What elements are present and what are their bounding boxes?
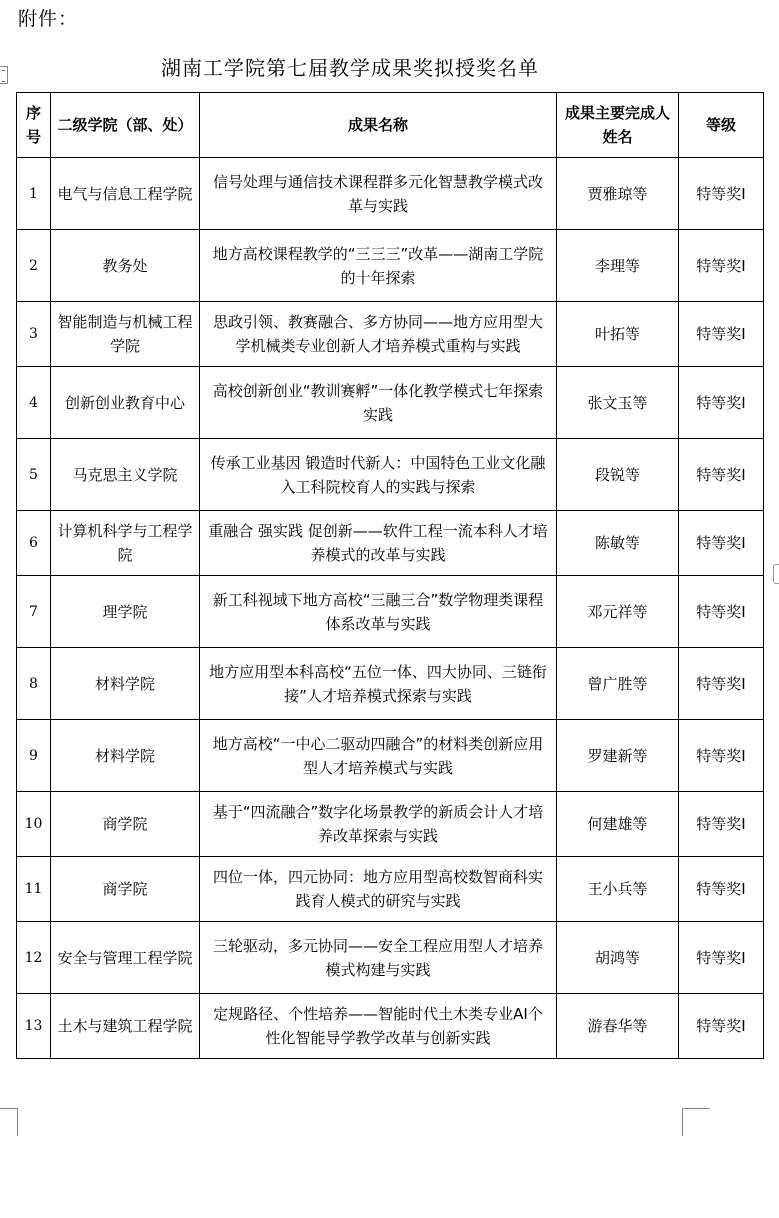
table-row [17, 367, 764, 439]
row-index: 3 [17, 302, 51, 367]
row-index: 12 [17, 922, 51, 994]
page-corner-mark-left [0, 1108, 18, 1136]
document-title: 湖南工学院第七届教学成果奖拟授奖名单 [161, 56, 539, 80]
table-row [17, 230, 764, 302]
row-level: 特等奖Ⅰ [679, 576, 764, 648]
row-person: 王小兵等 [557, 857, 679, 922]
row-person: 何建雄等 [557, 792, 679, 857]
row-level: 特等奖Ⅰ [679, 994, 764, 1059]
row-person: 陈敏等 [557, 511, 679, 576]
row-level: 特等奖Ⅰ [679, 439, 764, 511]
row-college: 材料学院 [51, 720, 200, 792]
row-level: 特等奖Ⅰ [679, 922, 764, 994]
attachment-label: 附件： [18, 8, 79, 30]
row-college: 马克思主义学院 [51, 439, 200, 511]
row-college: 材料学院 [51, 648, 200, 720]
row-level: 特等奖Ⅰ [679, 158, 764, 230]
row-achievement: 定规路径、个性培养——智能时代土木类专业AI个性化智能导学教学改革与创新实践 [200, 994, 557, 1059]
header-college: 二级学院（部、处） [51, 93, 200, 158]
row-person: 叶拓等 [557, 302, 679, 367]
row-college: 计算机科学与工程学院 [51, 511, 200, 576]
row-achievement: 地方高校“一中心二驱动四融合”的材料类创新应用型人才培养模式与实践 [200, 720, 557, 792]
row-index: 7 [17, 576, 51, 648]
row-person: 邓元祥等 [557, 576, 679, 648]
header-achievement: 成果名称 [200, 93, 557, 158]
row-achievement: 信号处理与通信技术课程群多元化智慧教学模式改革与实践 [200, 158, 557, 230]
row-level: 特等奖Ⅰ [679, 302, 764, 367]
row-person: 李理等 [557, 230, 679, 302]
row-index: 2 [17, 230, 51, 302]
table-row [17, 511, 764, 576]
row-college: 电气与信息工程学院 [51, 158, 200, 230]
row-achievement: 基于“四流融合”数字化场景教学的新质会计人才培养改革探索与实践 [200, 792, 557, 857]
row-college: 土木与建筑工程学院 [51, 994, 200, 1059]
row-level: 特等奖Ⅰ [679, 367, 764, 439]
row-college: 教务处 [51, 230, 200, 302]
row-index: 1 [17, 158, 51, 230]
row-level: 特等奖Ⅰ [679, 857, 764, 922]
table-row [17, 994, 764, 1059]
row-index: 10 [17, 792, 51, 857]
row-college: 智能制造与机械工程学院 [51, 302, 200, 367]
row-level: 特等奖Ⅰ [679, 230, 764, 302]
row-person: 罗建新等 [557, 720, 679, 792]
row-level: 特等奖Ⅰ [679, 648, 764, 720]
table-row [17, 439, 764, 511]
row-achievement: 地方应用型本科高校“五位一体、四大协同、三链衔接”人才培养模式探索与实践 [200, 648, 557, 720]
row-achievement: 四位一体，四元协同：地方应用型高校数智商科实践育人模式的研究与实践 [200, 857, 557, 922]
row-person: 张文玉等 [557, 367, 679, 439]
page-corner-mark-right [682, 1108, 710, 1136]
row-level: 特等奖Ⅰ [679, 792, 764, 857]
row-college: 理学院 [51, 576, 200, 648]
row-achievement: 高校创新创业“教训赛孵”一体化教学模式七年探索实践 [200, 367, 557, 439]
row-achievement: 新工科视域下地方高校“三融三合”数学物理类课程体系改革与实践 [200, 576, 557, 648]
row-achievement: 传承工业基因 锻造时代新人：中国特色工业文化融入工科院校育人的实践与探索 [200, 439, 557, 511]
row-college: 创新创业教育中心 [51, 367, 200, 439]
table-row [17, 576, 764, 648]
table-row [17, 720, 764, 792]
table-row [17, 158, 764, 230]
table-resize-handle-icon[interactable] [773, 564, 779, 584]
row-person: 段锐等 [557, 439, 679, 511]
row-achievement: 三轮驱动，多元协同——安全工程应用型人才培养模式构建与实践 [200, 922, 557, 994]
table-row [17, 857, 764, 922]
table-row [17, 922, 764, 994]
row-index: 9 [17, 720, 51, 792]
header-index: 序号 [17, 93, 51, 158]
row-person: 贾雅琼等 [557, 158, 679, 230]
row-index: 13 [17, 994, 51, 1059]
row-index: 8 [17, 648, 51, 720]
row-achievement: 地方高校课程教学的“三三三”改革——湖南工学院的十年探索 [200, 230, 557, 302]
row-person: 胡鸿等 [557, 922, 679, 994]
row-index: 5 [17, 439, 51, 511]
row-person: 曾广胜等 [557, 648, 679, 720]
award-table [16, 92, 764, 1059]
row-index: 4 [17, 367, 51, 439]
row-college: 安全与管理工程学院 [51, 922, 200, 994]
row-person: 游春华等 [557, 994, 679, 1059]
row-achievement: 重融合 强实践 促创新——软件工程一流本科人才培养模式的改革与实践 [200, 511, 557, 576]
row-level: 特等奖Ⅰ [679, 511, 764, 576]
table-row [17, 648, 764, 720]
header-level: 等级 [679, 93, 764, 158]
table-row [17, 302, 764, 367]
table-header-row [17, 93, 764, 158]
row-index: 6 [17, 511, 51, 576]
table-row [17, 792, 764, 857]
row-achievement: 思政引领、教赛融合、多方协同——地方应用型大学机械类专业创新人才培养模式重构与实践 [200, 302, 557, 367]
row-college: 商学院 [51, 792, 200, 857]
row-level: 特等奖Ⅰ [679, 720, 764, 792]
row-college: 商学院 [51, 857, 200, 922]
row-index: 11 [17, 857, 51, 922]
header-person: 成果主要完成人姓名 [557, 93, 679, 158]
